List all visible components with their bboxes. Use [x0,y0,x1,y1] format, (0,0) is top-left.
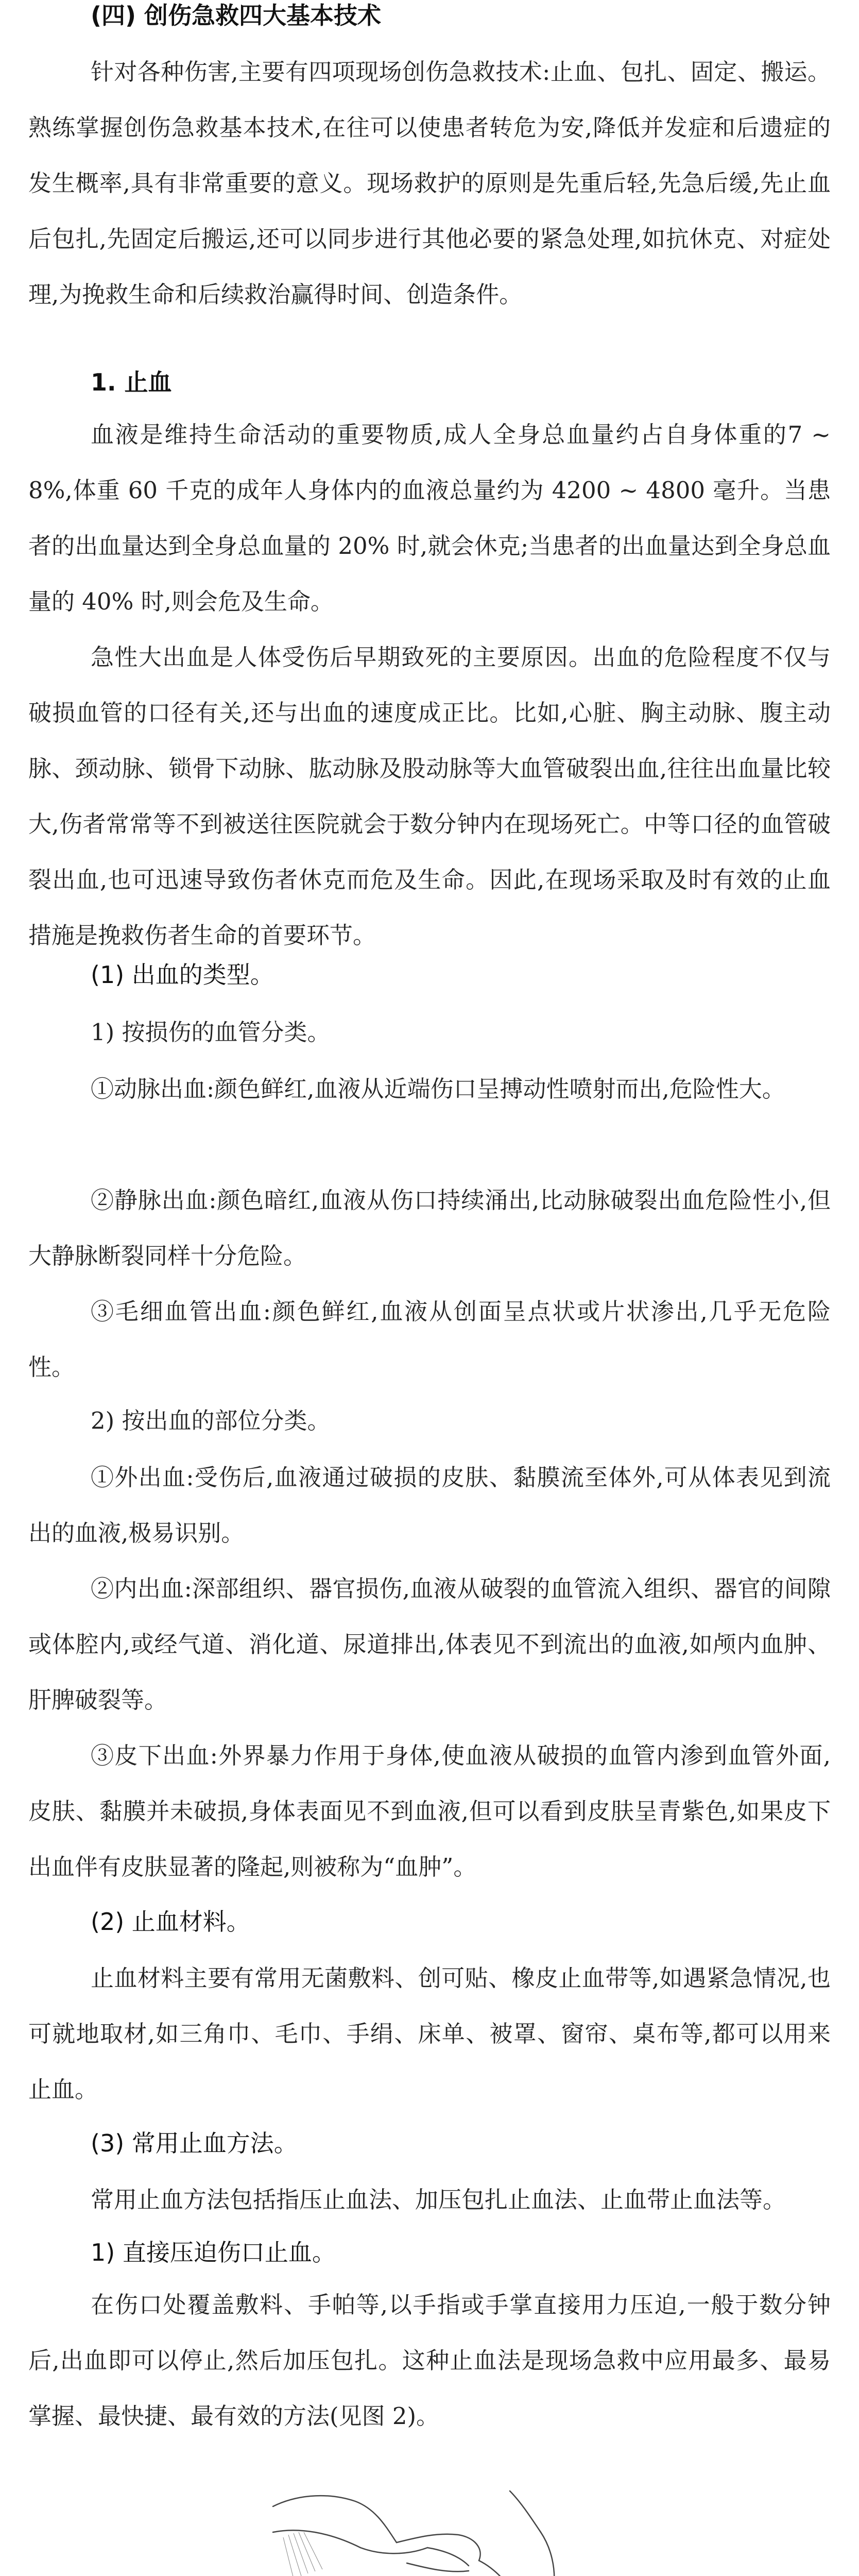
vein-block [28,1173,831,1284]
vein-paragraph: ②静脉出血:颜色暗红,血液从伤口持续涌出,比动脉破裂出血危险性小,但大静脉断裂同样十分危险。 [28,1187,831,1269]
subheading-by-site: 2) 按出血的部位分类。 [91,1407,331,1434]
artery-paragraph: ①动脉出血:颜色鲜红,血液从近端伤口呈搏动性喷射而出,危险性大。 [91,1075,785,1103]
subheading-methods: (3) 常用止血方法。 [91,2129,298,2157]
subheading-direct-pressure: 1) 直接压迫伤口止血。 [91,2239,336,2266]
internal-paragraph: ②内出血:深部组织、器官损伤,血液从破裂的血管流入组织、器官的间隙或体腔内,或经气道、消化道、尿道排出,体表见不到流出的血液,如颅内血肿、肝脾破裂等。 [28,1575,831,1714]
internal-block [28,1561,831,1728]
subheading-materials: (2) 止血材料。 [91,1908,250,1936]
subcutaneous-paragraph: ③皮下出血:外界暴力作用于身体,使血液从破损的血管内渗到血管外面,皮肤、黏膜并未破损,身体表面见不到血液,但可以看到皮肤呈青紫色,如果皮下出血伴有皮肤显著的隆起,则被称为“血肿”。 [28,1742,831,1880]
external-block [28,1450,831,1561]
direct-pressure-block [28,2277,831,2444]
capillary-paragraph: ③毛细血管出血:颜色鲜红,血液从创面呈点状或片状渗出,几乎无危险性。 [28,1298,831,1381]
materials-paragraph: 止血材料主要有常用无菌敷料、创可贴、橡皮止血带等,如遇紧急情况,也可就地取材,如三角巾、毛巾、手绢、床单、被罩、窗帘、桌布等,都可以用来止血。 [28,1964,831,2103]
external-paragraph: ①外出血:受伤后,血液通过破损的皮肤、黏膜流至体外,可从体表见到流出的血液,极易识别。 [28,1464,831,1547]
methods-block [28,2172,831,2228]
blood-volume-block [28,407,831,630]
intro-paragraph: 针对各种伤害,主要有四项现场创伤急救技术:止血、包扎、固定、搬运。熟练掌握创伤急救基本技术,在往可以使患者转危为安,降低并发症和后遗症的发生概率,具有非常重要的意义。现场救护的原则是先重后轻,先急后缓,先止血后包扎,先固定后搬运,还可以同步进行其他必要的紧急处理,如抗休克、对症处理,为挽救生命和后续救治赢得时间、创造条件。 [28,58,831,308]
subcutaneous-block [28,1728,831,1895]
section-title: (四) 创伤急救四大基本技术 [91,2,382,29]
subheading-by-vessel: 1) 按损伤的血管分类。 [91,1019,331,1046]
direct-pressure-paragraph: 在伤口处覆盖敷料、手帕等,以手指或手掌直接用力压迫,一般于数分钟后,出血即可以停止,然后加压包扎。这种止血法是现场急救中应用最多、最易掌握、最快捷、最有效的方法(见图 2)。 [28,2291,831,2430]
subheading-bleeding-types: (1) 出血的类型。 [91,961,274,989]
acute-bleeding-paragraph: 急性大出血是人体受伤后早期致死的主要原因。出血的危险程度不仅与破损血管的口径有关,还与出血的速度成正比。比如,心脏、胸主动脉、腹主动脉、颈动脉、锁骨下动脉、肱动脉及股动脉等大血管破裂出血,往往出血量比较大,伤者常常等不到被送往医院就会于数分钟内在现场死亡。中等口径的血管破裂出血,也可迅速导致伤者休克而危及生命。因此,在现场采取及时有效的止血措施是挽救伤者生命的首要环节。 [28,643,831,949]
methods-paragraph: 常用止血方法包括指压止血法、加压包扎止血法、止血带止血法等。 [91,2186,786,2213]
capillary-block [28,1284,831,1395]
acute-bleeding-block [28,630,831,963]
artery-block [28,1061,831,1117]
intro-block [28,44,831,323]
figure-hand-pressing-wound [252,2445,582,2576]
heading-hemostasis: 1. 止血 [91,368,172,396]
materials-block [28,1951,831,2117]
blood-volume-paragraph: 血液是维持生命活动的重要物质,成人全身总血量约占自身体重的7 ~ 8%,体重 60 千克的成年人身体内的血液总量约为 4200 ~ 4800 毫升。当患者的出血量达到全身总血量的 20% 时,就会休克;当患者的出血量达到全身总血量的 40% 时,则会危及生命。 [28,421,831,615]
